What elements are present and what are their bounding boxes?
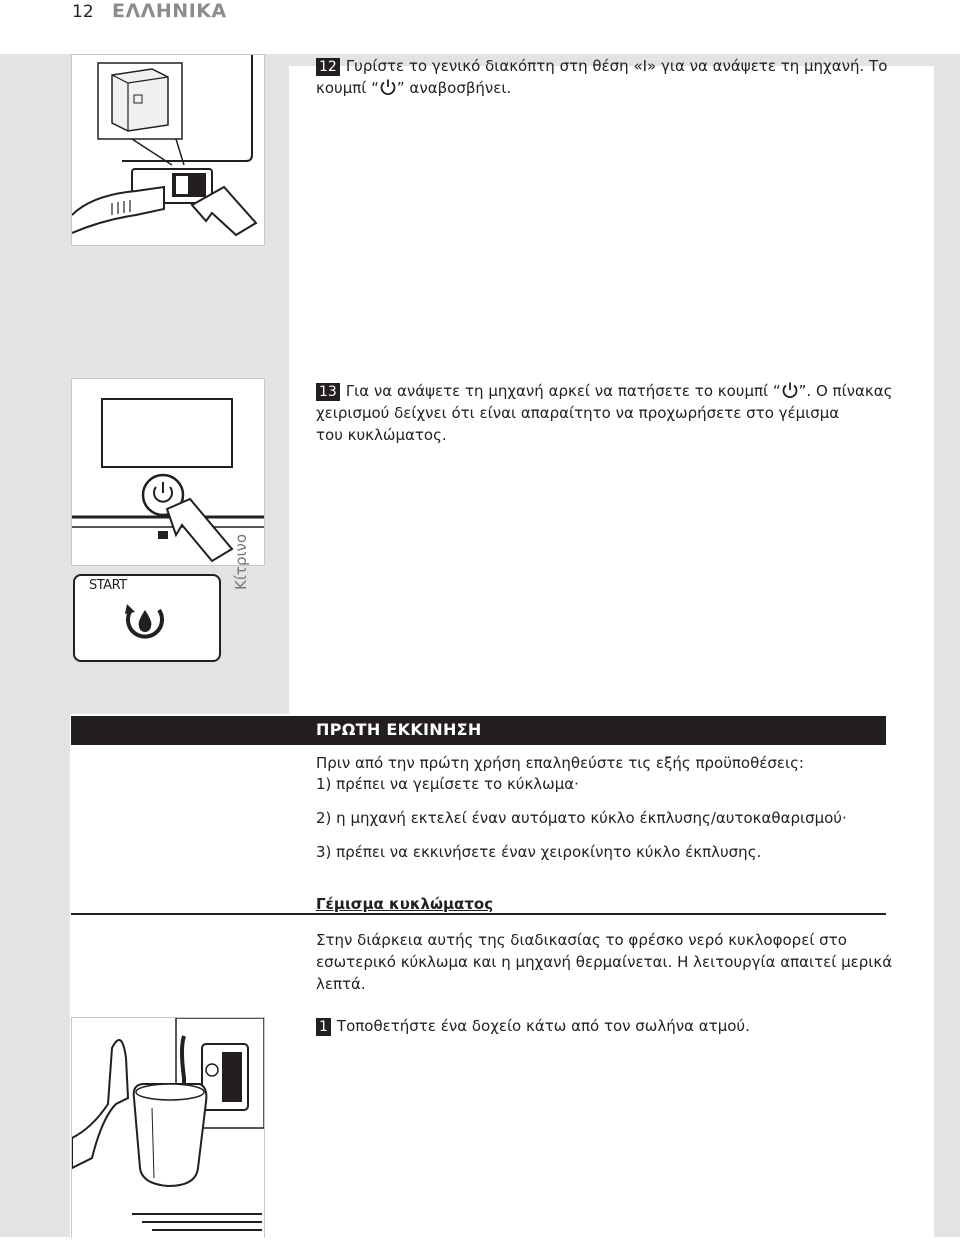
step-13-number: 13 (316, 383, 340, 401)
step-12-line1 (316, 55, 926, 77)
first-start-intro: Πριν από την πρώτη χρήση επαληθεύστε τις εξής προϋποθέσεις: (316, 754, 804, 772)
display-color-label: Κίτρινο (232, 533, 250, 590)
first-start-item2: 2) η μηχανή εκτελεί έναν αυτόματο κύκλο έκπλυσης/αυτοκαθαρισμού· (316, 809, 847, 827)
step-13-text-line3: του κυκλώματος. (316, 426, 447, 444)
circuit-fill-line2: εσωτερικό κύκλωμα και η μηχανή θερμαίνεται. Η λειτουργία απαιτεί μερικά (316, 953, 893, 971)
page-number: 12 (72, 2, 94, 22)
main-switch-drawing (72, 55, 264, 245)
first-start-item1: 1) πρέπει να γεμίσετε το κύκλωμα· (316, 775, 579, 793)
step-1-number: 1 (316, 1018, 331, 1036)
lcd-display (73, 574, 221, 662)
step-12-number: 12 (316, 58, 340, 76)
step-13-line1 (316, 380, 926, 402)
circuit-fill-heading: Γέμισμα κυκλώματος (316, 895, 494, 913)
language-title: ΕΛΛΗΝΙΚΑ (112, 0, 227, 22)
step-1 (316, 1015, 926, 1037)
step-13-text-line1b: ”. Ο πίνακας (798, 382, 893, 400)
first-start-item3: 3) πρέπει να εκκινήσετε έναν χειροκίνητο κύκλο έκπλυσης. (316, 843, 762, 861)
main-switch-illustration (71, 54, 265, 246)
power-icon (781, 381, 799, 399)
step-12 (316, 55, 926, 99)
step-13 (316, 380, 926, 446)
lcd-start-label: START (89, 578, 127, 593)
steam-wand-illustration (71, 1017, 265, 1238)
right-margin-strip (934, 54, 960, 1237)
first-start-heading: ΠΡΩΤΗ ΕΚΚΙΝΗΣΗ (316, 720, 482, 739)
step-1-text: Τοποθετήστε ένα δοχείο κάτω από τον σωλήνα ατμού. (336, 1017, 750, 1035)
circuit-fill-line3: λεπτά. (316, 975, 366, 993)
step-13-text-line1a: Για να ανάψετε τη μηχανή αρκεί να πατήσετε το κουμπί “ (345, 382, 781, 400)
step-12-text-line2b: ” αναβοσβήνει. (396, 79, 512, 97)
step-12-text-line2a: κουμπί “ (316, 79, 379, 97)
steam-wand-drawing (72, 1018, 264, 1238)
step-12-text-line1: Γυρίστε το γενικό διακόπτη στη θέση «I» για να ανάψετε τη μηχανή. Το (345, 57, 888, 75)
step-13-text-line2: χειρισμού δείχνει ότι είναι απαραίτητο να προχωρήσετε στο γέμισμα (316, 404, 840, 422)
circuit-fill-line1: Στην διάρκεια αυτής της διαδικασίας το φρέσκο νερό κυκλοφορεί στο (316, 931, 847, 949)
power-icon (379, 78, 397, 96)
left-margin-strip (0, 714, 70, 1237)
section-rule (71, 913, 886, 915)
step-12-line2 (316, 77, 926, 99)
water-circuit-icon (121, 598, 169, 644)
